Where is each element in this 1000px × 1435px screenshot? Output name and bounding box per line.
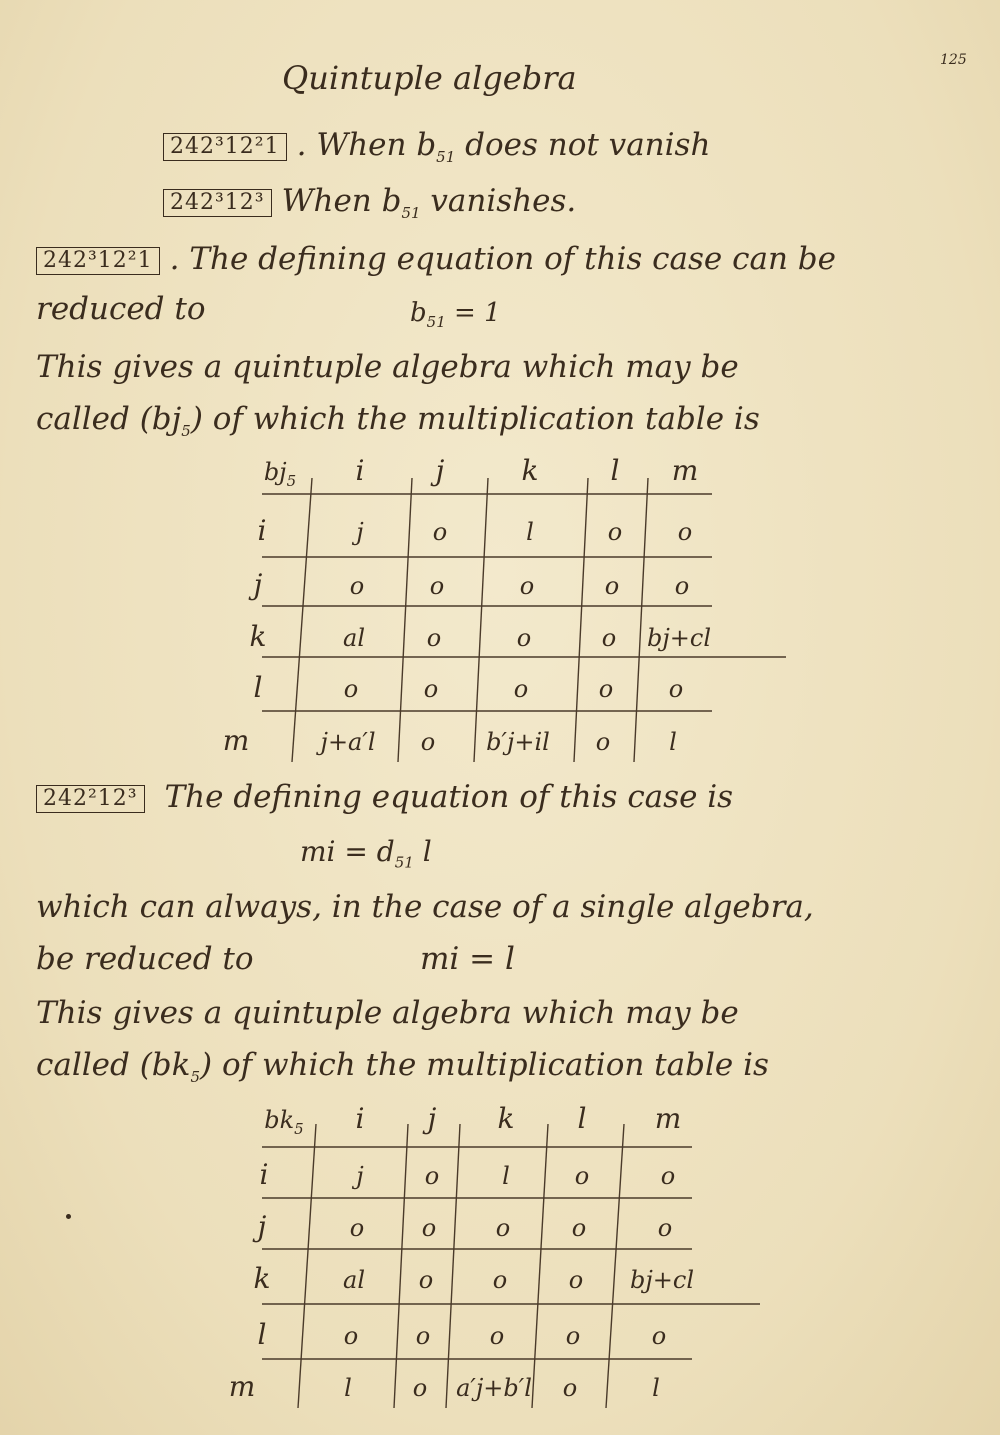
table2-cell: o xyxy=(424,1162,440,1190)
table2-row-label: j xyxy=(257,1210,267,1243)
case-text: . When b xyxy=(296,127,437,163)
table1-cell: o xyxy=(516,624,532,652)
table2-cell: l xyxy=(344,1374,352,1402)
table2-cell: o xyxy=(492,1266,508,1294)
table2-cell: o xyxy=(565,1322,581,1350)
case-rest: vanishes. xyxy=(420,183,577,219)
corner-subscript: 5 xyxy=(294,1119,304,1138)
called-subscript: 5 xyxy=(190,1068,200,1087)
table2-cell: o xyxy=(343,1322,359,1350)
table2-cell: al xyxy=(343,1266,365,1294)
table1-row-label: k xyxy=(249,620,267,653)
table1-cell: o xyxy=(423,675,439,703)
table1-cell: o xyxy=(668,675,684,703)
eq1-rest: l xyxy=(413,835,432,868)
page-title: Quintuple algebra xyxy=(282,59,577,97)
table2-cell: bj+cl xyxy=(629,1266,695,1294)
section2-line3: be reduced to xyxy=(36,941,254,977)
case-subscript: 51 xyxy=(436,148,456,167)
table1-cell: o xyxy=(420,728,436,756)
table2-column-header: l xyxy=(577,1102,587,1135)
table1-row-label: i xyxy=(257,514,267,547)
table2-cell: o xyxy=(418,1266,434,1294)
table2-col-rule xyxy=(446,1124,460,1408)
section1-line3: This gives a quintuple algebra which may be xyxy=(36,349,739,385)
table2-cell: o xyxy=(562,1374,578,1402)
table1-cell: o xyxy=(519,572,535,600)
table1-cell: o xyxy=(677,518,693,546)
section2-line4: This gives a quintuple algebra which may be xyxy=(36,995,739,1031)
table1-cell: b′j+il xyxy=(486,728,550,756)
table1-cell: o xyxy=(343,675,359,703)
section1-code-box: 242³12²1 xyxy=(36,247,160,275)
table1-cell: o xyxy=(432,518,448,546)
table1-cell: al xyxy=(343,624,365,652)
corner-subscript: 5 xyxy=(286,471,297,490)
corner-text: bk xyxy=(264,1106,295,1134)
table2-row-label: m xyxy=(228,1370,256,1403)
table1-cell: bj+cl xyxy=(646,624,712,652)
called-rest: ) of which the multiplication table is xyxy=(200,1047,769,1083)
table2-cell: o xyxy=(568,1266,584,1294)
table1-column-header: k xyxy=(521,454,539,487)
case-code-box: 242³12²1 xyxy=(163,133,287,161)
table1-cell: o xyxy=(429,572,445,600)
table2-cell: o xyxy=(660,1162,676,1190)
page-number: 125 xyxy=(940,52,967,68)
table2-col-rule xyxy=(606,1124,624,1408)
table1-cell: o xyxy=(607,518,623,546)
table2-col-rule xyxy=(394,1124,408,1408)
table1-cell: o xyxy=(674,572,690,600)
called-text: called (bk xyxy=(36,1047,191,1083)
eq-subscript: 51 xyxy=(426,313,446,332)
table2-cell: o xyxy=(657,1214,673,1242)
table2-row-label: k xyxy=(253,1262,271,1295)
table2-cell: l xyxy=(502,1162,510,1190)
table1-cell: o xyxy=(349,572,365,600)
ink-speck xyxy=(66,1214,71,1219)
table2-cell: o xyxy=(571,1214,587,1242)
table1-cell: o xyxy=(513,675,529,703)
table2-cell: a′j+b′l xyxy=(456,1374,532,1402)
table2-cell: j xyxy=(356,1162,364,1190)
table2-cell: o xyxy=(651,1322,667,1350)
section1-line2: reduced to xyxy=(36,291,206,327)
table1-column-header: j xyxy=(435,454,445,487)
table2-cell: o xyxy=(421,1214,437,1242)
table2-cell: l xyxy=(652,1374,660,1402)
table1-cell: o xyxy=(595,728,611,756)
table1-row-label: j xyxy=(253,568,263,601)
table2-cell: o xyxy=(574,1162,590,1190)
section2-code-box: 242²12³ xyxy=(36,785,145,813)
table1-cell: o xyxy=(426,624,442,652)
table2-cell: o xyxy=(489,1322,505,1350)
table2-row-label: l xyxy=(257,1318,267,1351)
table2-row-label: i xyxy=(259,1158,269,1191)
table2-cell: o xyxy=(495,1214,511,1242)
table2-cell: o xyxy=(349,1214,365,1242)
table2-corner-label xyxy=(264,1106,303,1138)
section2-line2: which can always, in the case of a single algebra, xyxy=(36,889,814,925)
table1-row-label: m xyxy=(222,724,250,757)
eq-b: b xyxy=(410,298,427,328)
case-code-box: 242³12³ xyxy=(163,189,272,217)
table1-column-header: m xyxy=(671,454,699,487)
table1-cell: o xyxy=(598,675,614,703)
table1-cell: l xyxy=(526,518,534,546)
section1-text: . The defining equation of this case can be xyxy=(169,241,836,277)
case-subscript: 51 xyxy=(401,204,421,223)
table1-column-header: i xyxy=(355,454,365,487)
table2-cell: o xyxy=(415,1322,431,1350)
table2-column-header: i xyxy=(355,1102,365,1135)
table1-cell: j+a′l xyxy=(320,728,376,756)
eq1-text: mi = d xyxy=(300,835,395,868)
table2-column-header: j xyxy=(427,1102,437,1135)
table2-column-header: k xyxy=(497,1102,515,1135)
case-text: When b xyxy=(281,183,402,219)
table1-column-header: l xyxy=(610,454,620,487)
table1-cell: o xyxy=(604,572,620,600)
section2-equation2: mi = l xyxy=(420,941,515,977)
section2-text: The defining equation of this case is xyxy=(154,779,734,815)
table1-cell: j xyxy=(356,518,364,546)
table1-cell: o xyxy=(601,624,617,652)
table2-column-header: m xyxy=(654,1102,682,1135)
table2-col-rule xyxy=(532,1124,548,1408)
corner-text: bj xyxy=(263,458,287,486)
called-rest: ) of which the multiplication table is xyxy=(190,401,760,437)
called-subscript: 5 xyxy=(181,422,191,441)
table2-cell: o xyxy=(412,1374,428,1402)
table1-cell: l xyxy=(669,728,677,756)
table1-row-label: l xyxy=(253,671,263,704)
called-text: called (bj xyxy=(36,401,182,437)
table2-col-rule xyxy=(298,1124,316,1408)
eq-rest: = 1 xyxy=(445,298,501,328)
eq1-subscript: 51 xyxy=(394,853,414,872)
case-rest: does not vanish xyxy=(455,127,711,163)
